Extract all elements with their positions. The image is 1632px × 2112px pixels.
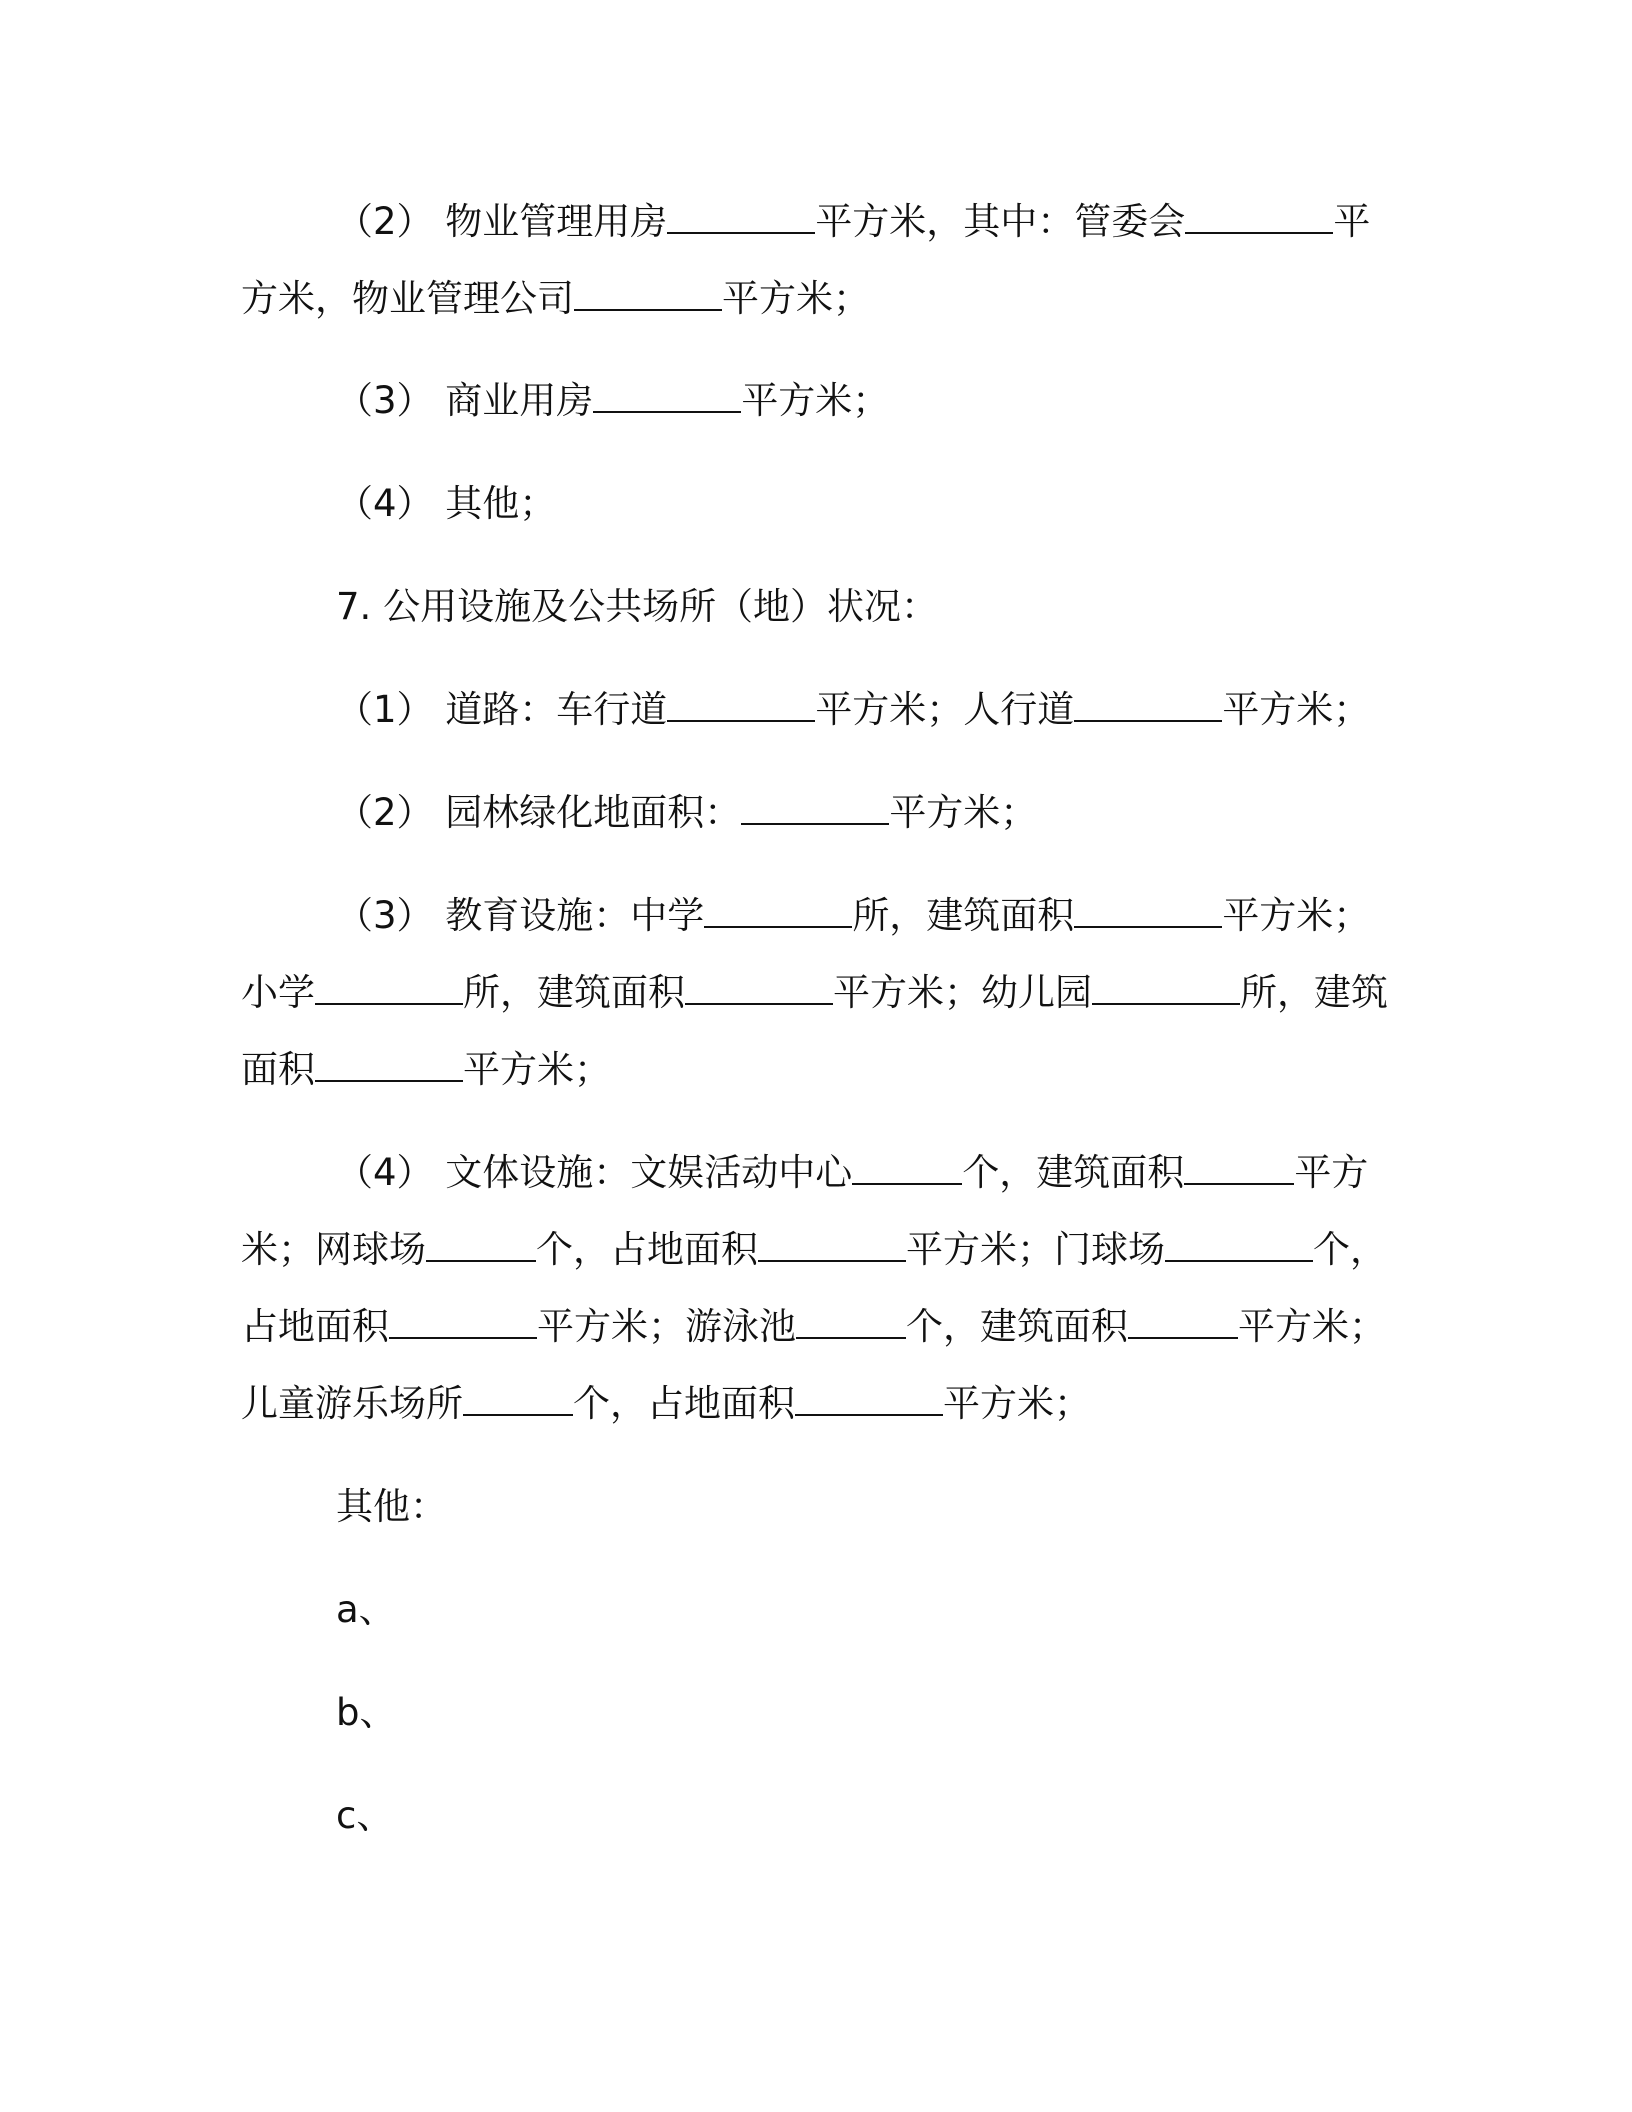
text-segment: 平方米；网球场 xyxy=(241,1151,1369,1271)
paragraph-sports-facilities xyxy=(241,1134,1391,1442)
paragraph-item-c xyxy=(241,1777,1391,1854)
fill-in-blank[interactable] xyxy=(667,202,815,234)
text-segment: （2） 物业管理用房 xyxy=(336,200,668,243)
text-segment: 平方米；儿童游乐场所 xyxy=(241,1305,1386,1425)
text-segment: 个，占地面积 xyxy=(241,1228,1387,1348)
fill-in-blank[interactable] xyxy=(1074,690,1222,722)
text-segment: 个，占地面积 xyxy=(536,1228,758,1271)
text-segment: b、 xyxy=(336,1691,397,1734)
fill-in-blank[interactable] xyxy=(389,1307,537,1339)
fill-in-blank[interactable] xyxy=(852,1153,962,1185)
paragraph-green-area xyxy=(241,774,1391,851)
fill-in-blank[interactable] xyxy=(1092,973,1240,1005)
text-segment: 个，建筑面积 xyxy=(962,1151,1185,1194)
fill-in-blank[interactable] xyxy=(1184,1153,1294,1185)
text-segment: 平方米； xyxy=(722,277,870,320)
text-segment: 所，建筑面积 xyxy=(852,894,1075,937)
fill-in-blank[interactable] xyxy=(795,1384,943,1416)
paragraph-commercial-rooms xyxy=(241,362,1391,439)
text-segment: （4） 文体设施：文娱活动中心 xyxy=(336,1151,853,1194)
paragraph-roads xyxy=(241,671,1391,748)
paragraph-other-label xyxy=(241,1468,1391,1545)
paragraph-education-facilities xyxy=(241,877,1391,1108)
text-segment: 平方米；门球场 xyxy=(906,1228,1165,1271)
paragraph-item-a xyxy=(241,1571,1391,1648)
fill-in-blank[interactable] xyxy=(1128,1307,1238,1339)
fill-in-blank[interactable] xyxy=(463,1384,573,1416)
paragraph-item-b xyxy=(241,1674,1391,1751)
fill-in-blank[interactable] xyxy=(758,1230,906,1262)
paragraph-property-management-rooms xyxy=(241,183,1391,337)
text-segment: 平方米，物业管理公司 xyxy=(241,200,1371,320)
text-segment: 平方米；游泳池 xyxy=(537,1305,796,1348)
text-segment: 个，建筑面积 xyxy=(906,1305,1128,1348)
text-segment: （3） 商业用房 xyxy=(336,379,594,422)
fill-in-blank[interactable] xyxy=(315,973,463,1005)
fill-in-blank[interactable] xyxy=(685,973,833,1005)
text-segment: 7. 公用设施及公共场所（地）状况： xyxy=(336,585,939,628)
text-segment: 平方米；幼儿园 xyxy=(833,971,1092,1014)
fill-in-blank[interactable] xyxy=(796,1307,906,1339)
paragraph-other-rooms xyxy=(241,465,1391,542)
fill-in-blank[interactable] xyxy=(1074,896,1222,928)
text-segment: 平方米； xyxy=(1222,688,1371,731)
text-segment: 平方米，其中：管委会 xyxy=(815,200,1186,243)
text-segment: 其他： xyxy=(336,1485,447,1528)
fill-in-blank[interactable] xyxy=(1185,202,1333,234)
fill-in-blank[interactable] xyxy=(741,793,889,825)
text-segment: a、 xyxy=(336,1588,396,1631)
text-segment: （4） 其他； xyxy=(336,482,557,525)
fill-in-blank[interactable] xyxy=(574,279,722,311)
fill-in-blank[interactable] xyxy=(667,690,815,722)
fill-in-blank[interactable] xyxy=(426,1230,536,1262)
paragraph-public-facilities-heading xyxy=(241,568,1391,645)
text-segment: 平方米；人行道 xyxy=(815,688,1075,731)
text-segment: （2） 园林绿化地面积： xyxy=(336,791,742,834)
text-segment: c、 xyxy=(336,1794,394,1837)
fill-in-blank[interactable] xyxy=(1165,1230,1313,1262)
text-segment: （3） 教育设施：中学 xyxy=(336,894,705,937)
text-segment: 个，占地面积 xyxy=(573,1382,795,1425)
text-segment: 所，建筑面积 xyxy=(241,971,1388,1091)
text-segment: 平方米； xyxy=(943,1382,1091,1425)
fill-in-blank[interactable] xyxy=(704,896,852,928)
fill-in-blank[interactable] xyxy=(593,381,741,413)
text-segment: 平方米； xyxy=(889,791,1038,834)
text-segment: 平方米； xyxy=(741,379,890,422)
text-segment: 平方米；小学 xyxy=(241,894,1371,1014)
fill-in-blank[interactable] xyxy=(315,1050,463,1082)
text-segment: （1） 道路：车行道 xyxy=(336,688,668,731)
text-segment: 所，建筑面积 xyxy=(463,971,685,1014)
text-segment: 平方米； xyxy=(463,1048,611,1091)
